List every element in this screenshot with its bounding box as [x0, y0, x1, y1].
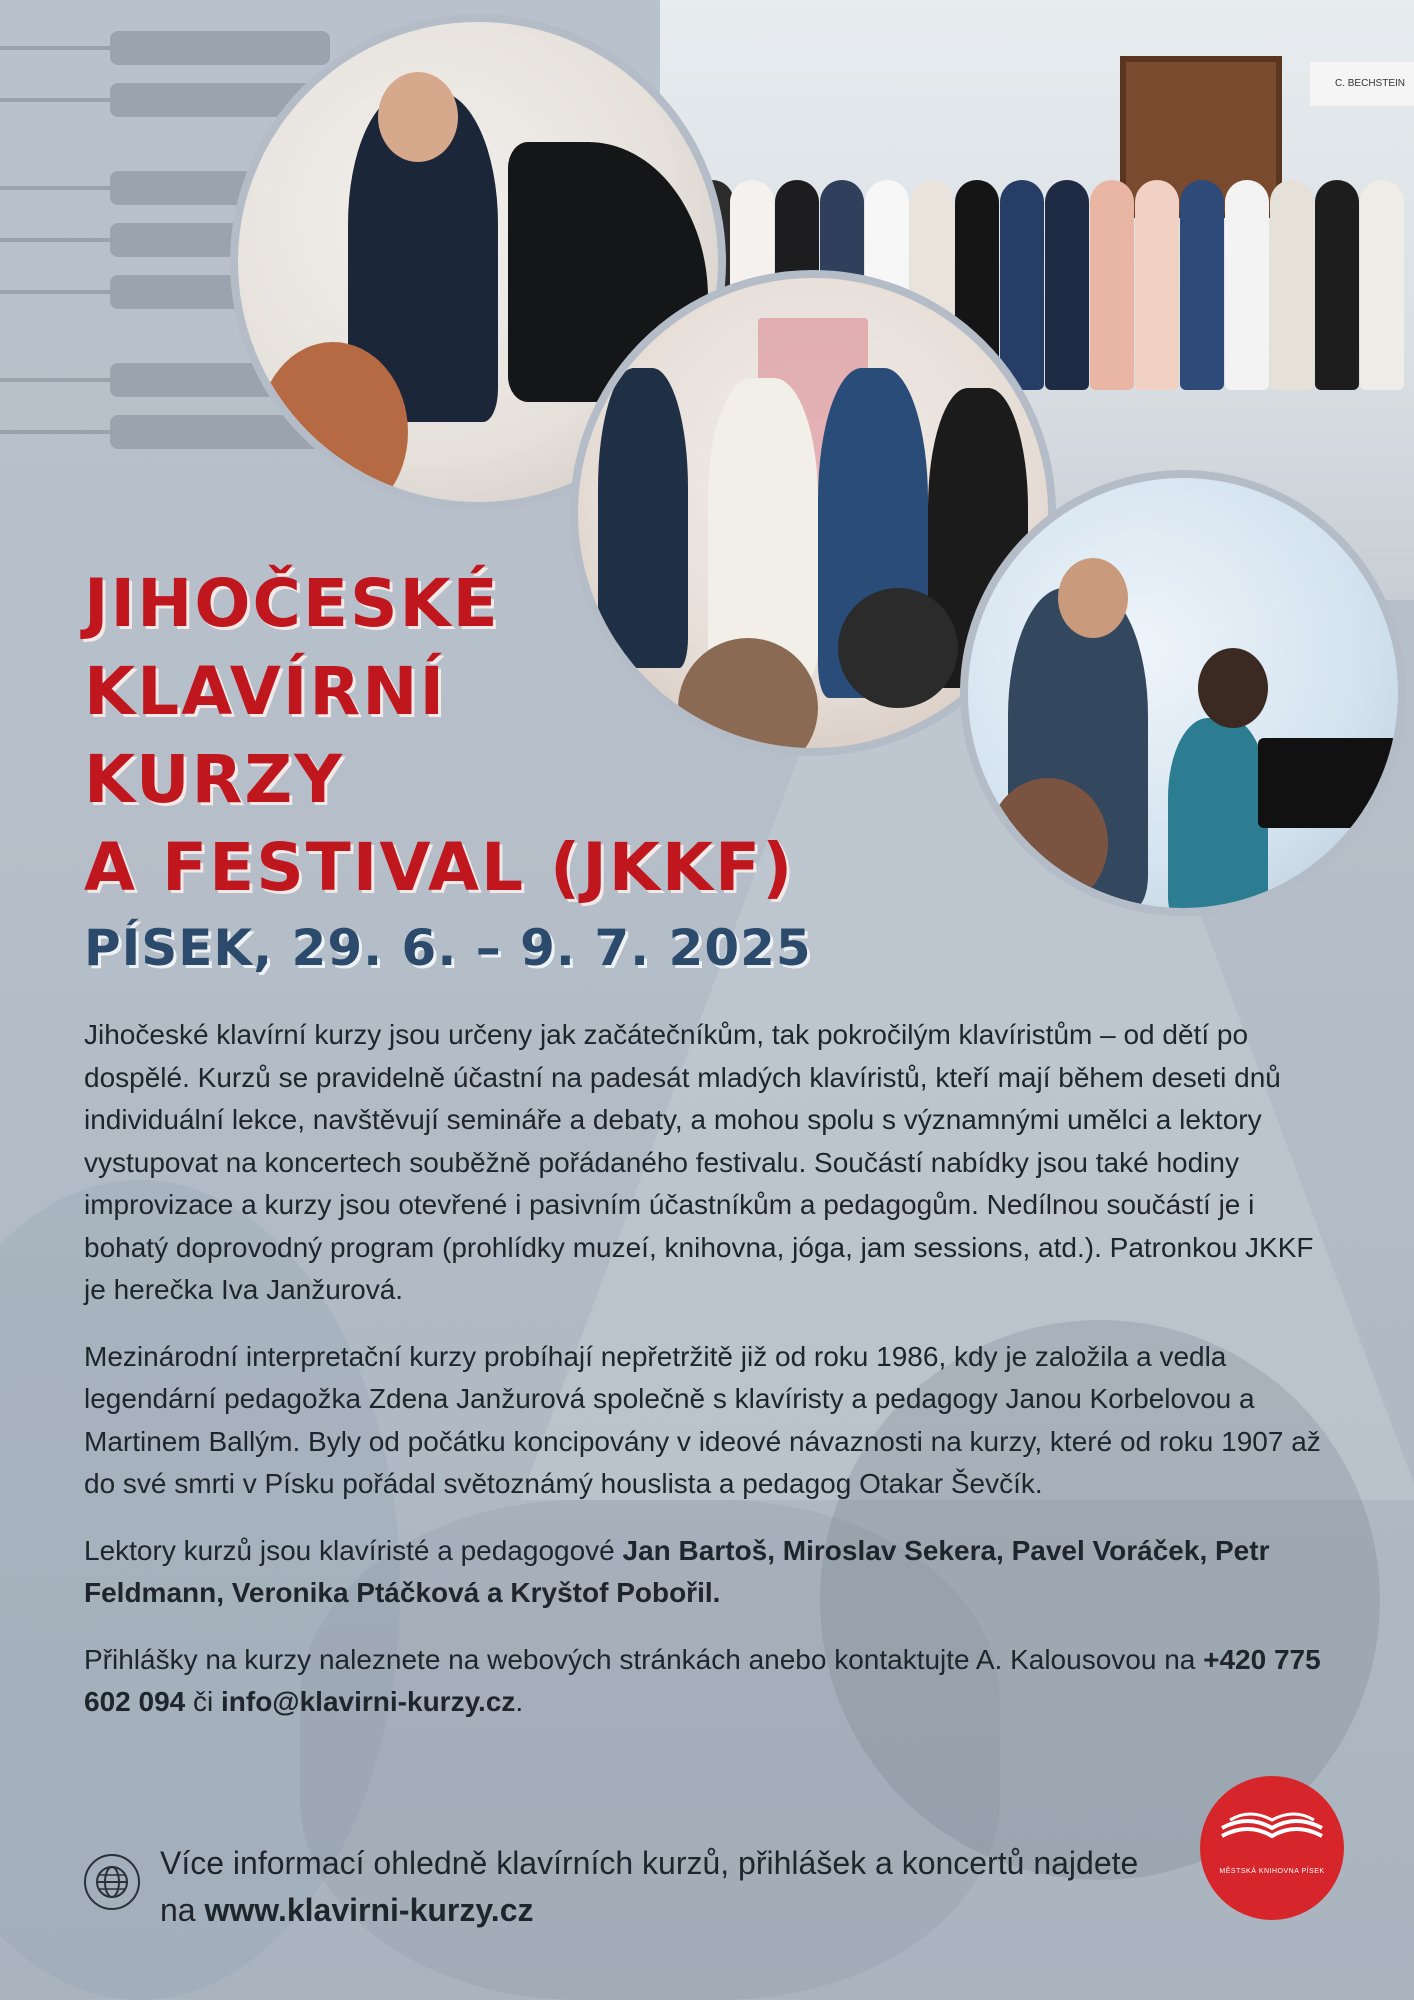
poster-title: [84, 560, 844, 912]
bechstein-sign: C. BECHSTEIN: [1310, 62, 1414, 106]
photo-lesson: [960, 470, 1406, 916]
logo-text: MĚSTSKÁ KNIHOVNA PÍSEK: [1219, 1868, 1325, 1875]
title-line-3: KURZY: [84, 741, 345, 818]
footer-text: Více informací ohledně klavírních kurzů, přihlášek a koncertů najdete na www.klavirni-kurzy.cz: [160, 1845, 1139, 1928]
paragraph-lecturers: Lektory kurzů jsou klavíristé a pedagogové Jan Bartoš, Miroslav Sekera, Pavel Voráček, Petr Feldmann, Veronika Ptáčková a Kryštof Pobořil.: [84, 1534, 1270, 1608]
paragraph-history: Mezinárodní interpretační kurzy probíhají nepřetržitě již od roku 1986, kdy je založila a vedla legendární pedagožka Zdena Janžurová společně s klavíristy a pedagogy Janou Korbelovou a Martinem Ballým. Byly od počátku koncipovány v ideové návaznosti na kurzy, které od roku 1907 až do své smrti v Písku pořádal světoznámý houslista a pedagog Otakar Ševčík.: [84, 1340, 1321, 1499]
body-text: [84, 1014, 1334, 1748]
lecturer-names: Jan Bartoš, Miroslav Sekera, Pavel Voráček, Petr Feldmann, Veronika Ptáčková a Kryštof Pobořil.: [84, 1534, 1270, 1608]
website-link[interactable]: www.klavirni-kurzy.cz: [204, 1892, 534, 1928]
title-line-4: A FESTIVAL (JKKF): [84, 829, 795, 906]
paragraph-contact: Přihlášky na kurzy naleznete na webových stránkách anebo kontaktujte A. Kalousovou na +420 775 602 094 či info@klavirni-kurzy.cz.: [84, 1643, 1321, 1717]
footer-info: [84, 1840, 1184, 1940]
title-line-2: KLAVÍRNÍ: [84, 653, 447, 730]
book-icon: [1200, 1776, 1344, 1866]
title-line-1: JIHOČESKÉ: [84, 565, 500, 642]
globe-icon: [84, 1854, 140, 1910]
poster-subtitle: PÍSEK, 29. 6. – 9. 7. 2025: [84, 919, 812, 977]
phone-number[interactable]: +420 775 602 094: [84, 1643, 1321, 1717]
paragraph-intro: Jihočeské klavírní kurzy jsou určeny jak začátečníkům, tak pokročilým klavíristům – od dětí po dospělé. Kurzů se pravidelně účastní na padesát mladých klavíristů, kteří mají během deseti dnů individuální lekce, navštěvují semináře a debaty, a mohou spolu s významnými umělci a lektory vystupovat na koncertech souběžně pořádaného festivalu. Součástí nabídky jsou také hodiny improvizace a kurzy jsou otevřené i pasivním účastníkům a pedagogům. Nedílnou součástí je i bohatý doprovodný program (prohlídky muzeí, knihovna, jóga, jam sessions, atd.). Patronkou JKKF je herečka Iva Janžurová.: [84, 1019, 1314, 1305]
email-link[interactable]: info@klavirni-kurzy.cz: [221, 1686, 516, 1717]
library-logo: [1200, 1776, 1344, 1920]
